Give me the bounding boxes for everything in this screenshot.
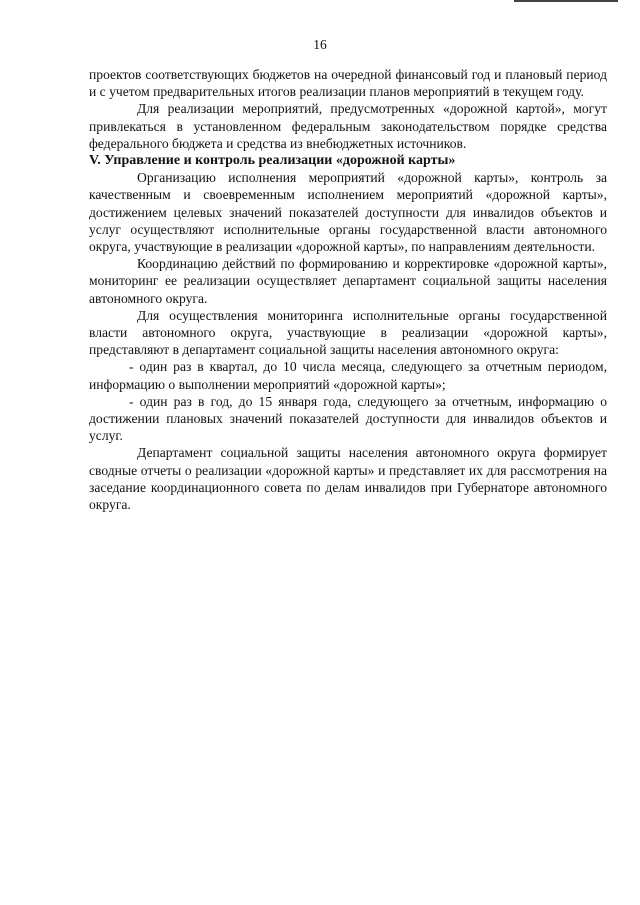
section-paragraph-monitoring: Для осуществления мониторинга исполнительные органы государственной власти автономного округа, участвующие в реализации «дорожной карты», представляют в департамент социальной защиты населения автономного округа: bbox=[89, 307, 607, 358]
intro-paragraph-continuation: проектов соответствующих бюджетов на очередной финансовый год и плановый период и с учетом предварительных итогов реализации планов мероприятий в текущем году. bbox=[89, 67, 607, 100]
document-body bbox=[89, 66, 607, 513]
bullet-yearly: - один раз в год, до 15 января года, следующего за отчетным, информацию о достижении плановых значений показателей доступности для инвалидов объектов и услуг. bbox=[89, 393, 607, 444]
bullet-quarterly: - один раз в квартал, до 10 числа месяца, следующего за отчетным периодом, информацию о выполнении мероприятий «дорожной карты»; bbox=[89, 359, 607, 392]
final-paragraph: Департамент социальной защиты населения автономного округа формирует сводные отчеты о реализации «дорожной карты» и представляет их для рассмотрения на заседание координационного совета по делам инвалидов при Губернаторе автономного округа. bbox=[89, 445, 607, 513]
section-paragraph-organization: Организацию исполнения мероприятий «дорожной карты», контроль за качественным и своевременным исполнением мероприятий «дорожной карты», достижением целевых значений показателей доступности для инвалидов объектов и услуг осуществляют исполнительные органы государственной власти автономного округа, участвующие в реализации «дорожной карты», по направлениям деятельности. bbox=[89, 170, 607, 255]
page-number: 16 bbox=[313, 37, 327, 52]
section-paragraph-coordination: Координацию действий по формированию и корректировке «дорожной карты», мониторинг ее реализации осуществляет департамент социальной защиты населения автономного округа. bbox=[89, 256, 607, 306]
section-heading: V. Управление и контроль реализации «дорожной карты» bbox=[89, 153, 456, 169]
top-rule bbox=[514, 0, 618, 2]
intro-paragraph-funding: Для реализации мероприятий, предусмотренных «дорожной картой», могут привлекаться в установленном федеральным законодательством порядке средства федерального бюджета и средства из внебюджетных источников. bbox=[89, 101, 607, 151]
